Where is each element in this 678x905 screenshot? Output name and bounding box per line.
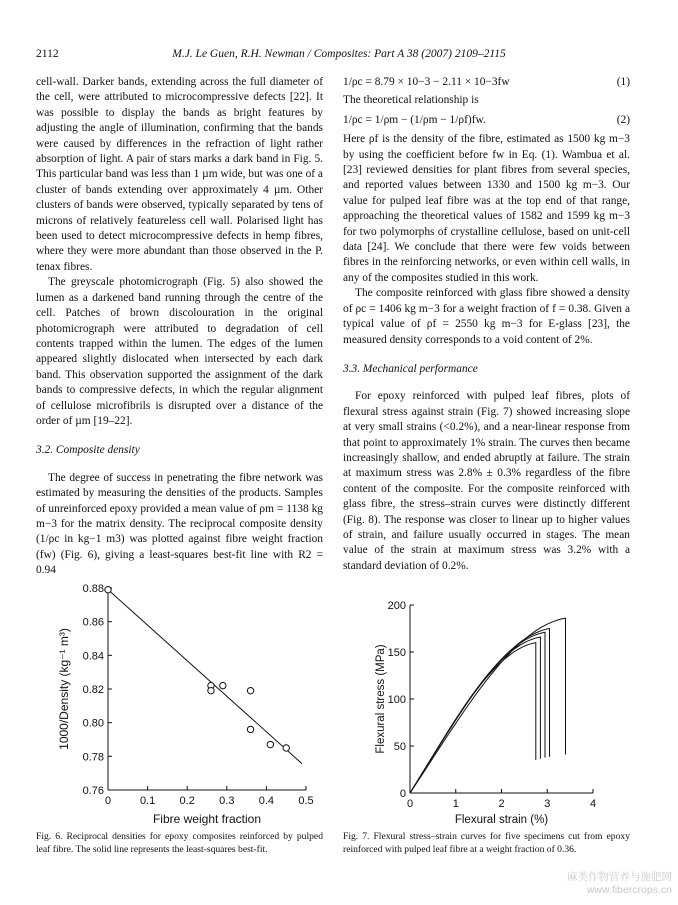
data-point	[105, 586, 111, 592]
watermark-line-2: www.fibercrops.cn	[586, 884, 672, 896]
equation-1	[343, 75, 630, 90]
y-tick-label: 0.80	[82, 717, 104, 730]
equation-1-body: 1/ρc = 8.79 × 10−3 − 2.11 × 10−3fw	[343, 76, 510, 88]
x-axis-label: Fibre weight fraction	[152, 812, 262, 826]
relationship-text: The theoretical relationship is	[343, 94, 479, 107]
section-heading-3-3: 3.3. Mechanical performance	[343, 362, 478, 375]
x-tick-label: 4	[589, 798, 597, 810]
figure-6-scatter-chart	[36, 578, 326, 828]
paragraph-6: For epoxy reinforced with pulped leaf fibres, plots of flexural stress against strain (Fig. 7) showed increasing slope at very small strains (<0.2%), and a near-linear response from that point to approximately 1% strain. The curves then became increasingly shallow, and ended abruptly at failure. The strain at maximum stress was 2.8% ± 0.3% regardless of the fibre content of the composite. For the composite reinforced with glass fibre, the stress–strain curves were distinctly different (Fig. 8). The response was closer to linear up to higher values of strain, and failure usually occurred in stages. The mean value of the strain at maximum stress was 3.2% with a standard deviation of 0.2%.	[343, 390, 630, 572]
x-tick-label: 2	[498, 798, 505, 810]
y-tick-label: 50	[393, 741, 406, 753]
data-point	[220, 682, 226, 688]
x-tick-label: 0.4	[258, 795, 275, 807]
figure-7-line-chart	[366, 596, 616, 826]
y-tick-label: 200	[387, 600, 406, 612]
y-tick-label: 0.88	[82, 583, 104, 595]
data-point	[267, 741, 273, 747]
x-axis-label: Flexural strain (%)	[454, 814, 549, 826]
stress-strain-curve	[410, 632, 545, 793]
journal-header: M.J. Le Guen, R.H. Newman / Composites: Part A 38 (2007) 2109–2115	[172, 48, 506, 60]
x-tick-label: 1	[452, 798, 459, 810]
right-column	[343, 75, 630, 574]
y-tick-label: 100	[387, 694, 406, 706]
stress-strain-curve	[410, 618, 566, 793]
y-tick-label: 0.76	[82, 785, 104, 797]
section-heading-3-2: 3.2. Composite density	[36, 444, 140, 457]
page-number: 2112	[36, 48, 59, 60]
paragraph-4: Here ρf is the density of the fibre, estimated as 1500 kg m−3 by using the coefficient before fw in Eq. (1). Wambua et al. [23] reviewed densities for plant fibres from several species, and reported values between 1330 and 1500 kg m−3. Our value for pulped leaf fibre was at the top end of that range, approaching the theoretical values of 1582 and 1599 kg m−3 for two polymorphs of crystalline cellulose, based on unit-cell data [24]. We conclude that there were few voids between fibres in the reinforcing networks, or even within cell walls, in any of the composites studied in this work.	[343, 133, 630, 284]
stress-strain-curve	[410, 629, 550, 794]
running-header	[36, 48, 642, 64]
y-axis-label: Flexural stress (MPa)	[375, 644, 387, 754]
x-tick-label: 0.2	[179, 795, 195, 807]
y-tick-label: 0.86	[82, 616, 104, 629]
y-tick-label: 0.84	[82, 650, 104, 663]
equation-2-number: (2)	[616, 113, 630, 126]
data-point	[283, 745, 289, 751]
data-point	[208, 687, 214, 693]
data-point	[247, 687, 253, 693]
figure-6-caption: Fig. 6. Reciprocal densities for epoxy composites reinforced by pulped leaf fibre. The solid line represents the least-squares best-fit.	[36, 831, 323, 855]
watermark	[567, 871, 672, 897]
watermark-line-1: 麻类作物营养与施肥网	[567, 871, 672, 883]
y-tick-label: 0.78	[82, 751, 104, 764]
best-fit-line	[108, 590, 302, 764]
figure-7-caption: Fig. 7. Flexural stress–strain curves for five specimens cut from epoxy reinforced with pulped leaf fibre at a weight fraction of 0.36.	[343, 831, 630, 855]
x-tick-label: 0.3	[219, 795, 235, 807]
stress-strain-curve	[410, 637, 540, 793]
x-tick-label: 0.1	[139, 795, 156, 807]
left-column	[36, 75, 323, 579]
equation-1-number: (1)	[616, 76, 630, 88]
y-axis-label: 1000/Density (kg⁻¹ m³)	[57, 628, 71, 750]
x-tick-label: 0.5	[298, 795, 314, 807]
x-tick-label: 0	[406, 798, 414, 810]
data-point	[247, 726, 253, 732]
paragraph-1: cell-wall. Darker bands, extending across the full diameter of the cell, were attributed to microcompressive defects [22]. It was possible to display the bands as bright features by adjusting the angle of illumination, confirming that the bands were caused by differences in the refraction of light rather absorption of light. A pair of stars marks a dark band in Fig. 5. This particular band was less than 1 µm wide, but was one of a cluster of bands extending over approximately 4 µm. Other clusters of bands were observed, typically separated by tens of microns of relatively featureless cell wall. Polarised light has been used to detect microcompressive defects in hemp fibres, where they were more abundant than those observed in the P. tenax fibres.	[36, 76, 323, 273]
y-tick-label: 0.82	[82, 684, 104, 696]
stress-strain-curve	[410, 643, 536, 793]
x-tick-label: 3	[544, 798, 551, 810]
equation-2-body: 1/ρc = 1/ρm − (1/ρm − 1/ρf)fw.	[343, 113, 486, 126]
x-tick-label: 0	[104, 795, 112, 807]
y-tick-label: 0	[399, 788, 406, 800]
paragraph-3: The degree of success in penetrating the fibre network was estimated by measuring the densities of the products. Samples of unreinforced epoxy provided a mean value of ρm = 1138 kg m−3 for the matrix density. The reciprocal composite density (1/ρc in kg−1 m3) was plotted against fibre weight fraction (fw) (Fig. 6), giving a least-squares best-fit line with R2 = 0.94	[36, 471, 323, 577]
y-tick-label: 150	[387, 647, 406, 659]
equation-2	[343, 113, 630, 128]
paragraph-5: The composite reinforced with glass fibre showed a density of ρc = 1406 kg m−3 for a weight fraction of f = 0.38. Given a typical value of ρf = 2550 kg m−3 for E-glass [23], the measured density corresponds to a void content of 2%.	[343, 287, 630, 346]
paragraph-2: The greyscale photomicrograph (Fig. 5) also showed the lumen as a darkened band running through the centre of the cell. Patches of brown discolouration in the original photomicrograph were attributed to degradation of cell contents trapped within the lumen. The edges of the lumen appeared slightly dislocated when intersected by each dark band. This observation supported the assignment of the dark bands to compressive defects, in which the regular alignment of cellulose microfibrils is disrupted over a distance of the order of µm [19–22].	[36, 276, 323, 427]
